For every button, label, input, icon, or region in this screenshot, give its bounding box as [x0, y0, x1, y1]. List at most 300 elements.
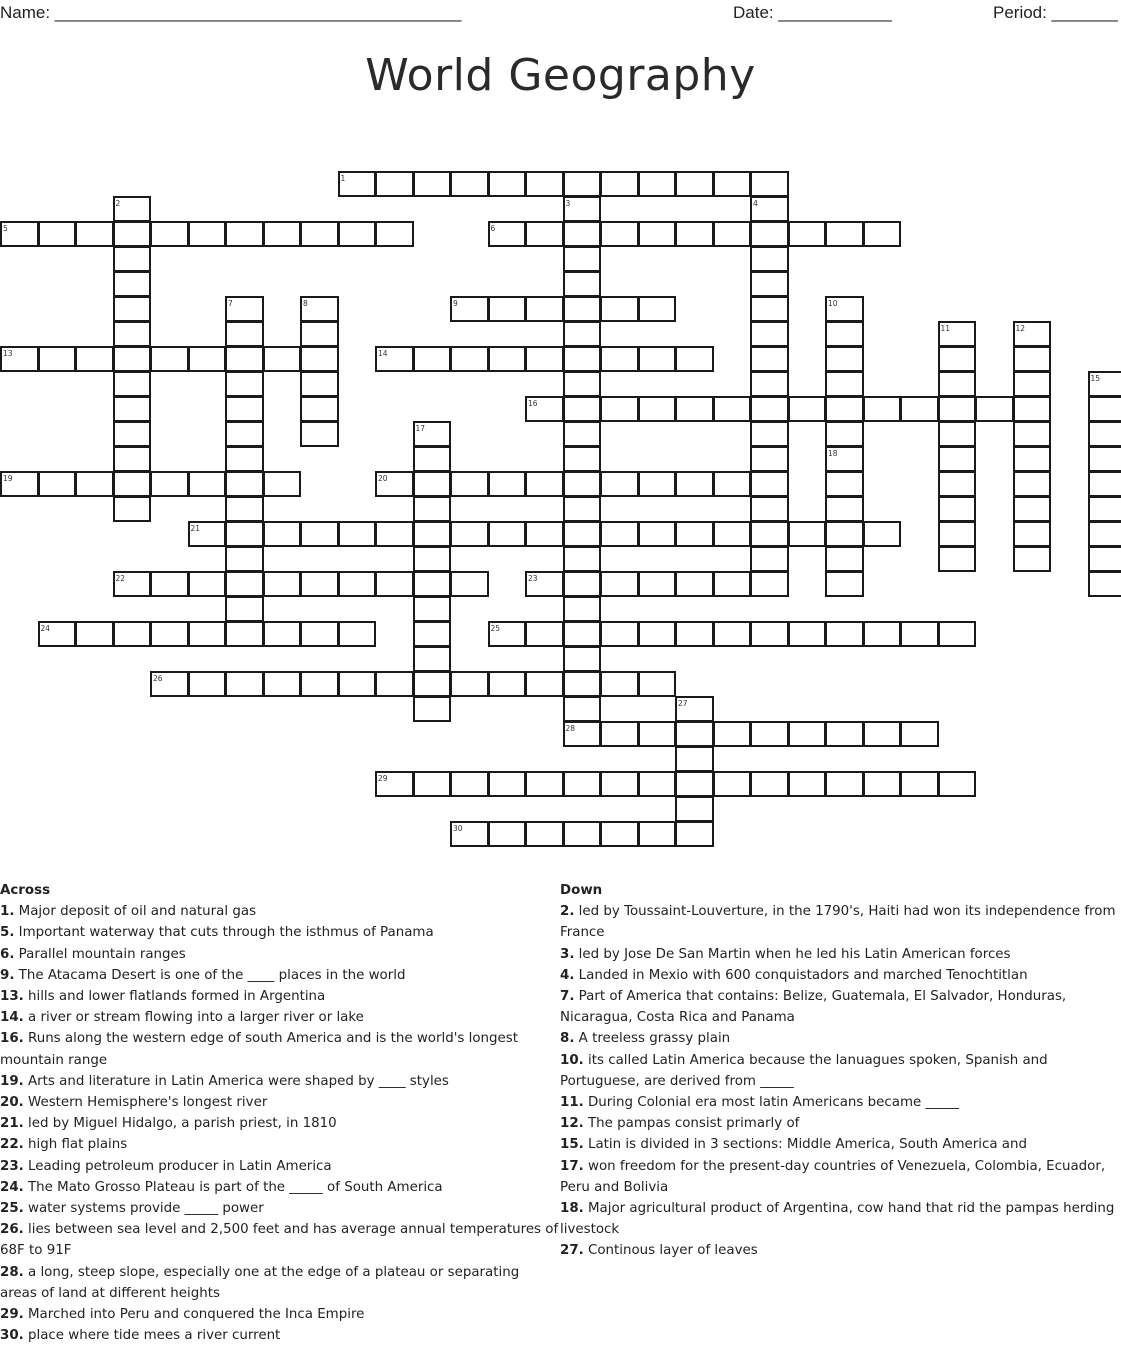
- grid-cell[interactable]: [788, 521, 827, 547]
- grid-cell[interactable]: [413, 696, 452, 722]
- grid-cell[interactable]: [225, 421, 264, 447]
- grid-cell[interactable]: [563, 521, 602, 547]
- grid-cell[interactable]: [338, 221, 377, 247]
- grid-cell[interactable]: [188, 621, 227, 647]
- grid-cell[interactable]: [563, 496, 602, 522]
- grid-cell[interactable]: [263, 621, 302, 647]
- grid-cell[interactable]: [113, 321, 152, 347]
- grid-cell[interactable]: [750, 521, 789, 547]
- grid-cell[interactable]: [263, 521, 302, 547]
- grid-cell[interactable]: [750, 471, 789, 497]
- grid-cell[interactable]: [488, 471, 527, 497]
- grid-cell[interactable]: [1013, 496, 1052, 522]
- grid-cell[interactable]: [638, 171, 677, 197]
- grid-cell[interactable]: [263, 571, 302, 597]
- grid-cell[interactable]: [638, 721, 677, 747]
- grid-cell[interactable]: [225, 296, 264, 322]
- grid-cell[interactable]: [75, 346, 114, 372]
- clue-number: 14.: [0, 1010, 24, 1026]
- grid-cell[interactable]: [188, 571, 227, 597]
- clue-number-18: 18: [828, 449, 838, 458]
- grid-cell[interactable]: [938, 421, 977, 447]
- clue-number-9: 9: [453, 299, 458, 308]
- grid-cell[interactable]: [938, 321, 977, 347]
- grid-cell[interactable]: [675, 746, 714, 772]
- grid-cell[interactable]: [525, 296, 564, 322]
- grid-cell[interactable]: [713, 521, 752, 547]
- grid-cell[interactable]: [750, 246, 789, 272]
- grid-cell[interactable]: [300, 321, 339, 347]
- grid-cell[interactable]: [188, 221, 227, 247]
- grid-cell[interactable]: [638, 221, 677, 247]
- grid-cell[interactable]: [75, 621, 114, 647]
- grid-cell[interactable]: [900, 771, 939, 797]
- clue-number: 21.: [0, 1116, 24, 1132]
- grid-cell[interactable]: [713, 721, 752, 747]
- grid-cell[interactable]: [600, 821, 639, 847]
- grid-cell[interactable]: [825, 621, 864, 647]
- grid-cell[interactable]: [263, 671, 302, 697]
- grid-cell[interactable]: [825, 446, 864, 472]
- grid-cell[interactable]: [188, 471, 227, 497]
- grid-cell[interactable]: [113, 271, 152, 297]
- grid-cell[interactable]: [413, 446, 452, 472]
- grid-cell[interactable]: [488, 671, 527, 697]
- grid-cell[interactable]: [675, 571, 714, 597]
- grid-cell[interactable]: [863, 396, 902, 422]
- grid-cell[interactable]: [188, 346, 227, 372]
- grid-cell[interactable]: [1013, 521, 1052, 547]
- grid-cell[interactable]: [1088, 571, 1121, 597]
- grid-cell[interactable]: [450, 296, 489, 322]
- grid-cell[interactable]: [1088, 521, 1121, 547]
- grid-cell[interactable]: [113, 196, 152, 222]
- grid-cell[interactable]: [750, 396, 789, 422]
- grid-cell[interactable]: [525, 821, 564, 847]
- grid-cell[interactable]: [225, 571, 264, 597]
- grid-cell[interactable]: [675, 721, 714, 747]
- grid-cell[interactable]: [375, 571, 414, 597]
- grid-cell[interactable]: [525, 521, 564, 547]
- grid-cell[interactable]: [563, 221, 602, 247]
- grid-cell[interactable]: [750, 621, 789, 647]
- grid-cell[interactable]: [563, 596, 602, 622]
- grid-cell[interactable]: [225, 546, 264, 572]
- grid-cell[interactable]: [600, 221, 639, 247]
- grid-cell[interactable]: [863, 521, 902, 547]
- grid-cell[interactable]: [300, 346, 339, 372]
- grid-cell[interactable]: [1088, 546, 1121, 572]
- grid-cell[interactable]: [638, 671, 677, 697]
- grid-cell[interactable]: [1013, 396, 1052, 422]
- grid-cell[interactable]: [750, 546, 789, 572]
- grid-cell[interactable]: [713, 396, 752, 422]
- grid-cell[interactable]: [488, 221, 527, 247]
- grid-cell[interactable]: [750, 171, 789, 197]
- grid-cell[interactable]: [1088, 396, 1121, 422]
- grid-cell[interactable]: [488, 346, 527, 372]
- grid-cell[interactable]: [825, 496, 864, 522]
- grid-cell[interactable]: [563, 321, 602, 347]
- grid-cell[interactable]: [450, 471, 489, 497]
- grid-cell[interactable]: [600, 721, 639, 747]
- grid-cell[interactable]: [263, 221, 302, 247]
- grid-cell[interactable]: [563, 771, 602, 797]
- grid-cell[interactable]: [75, 221, 114, 247]
- grid-cell[interactable]: [413, 546, 452, 572]
- grid-cell[interactable]: [563, 546, 602, 572]
- grid-cell[interactable]: [563, 446, 602, 472]
- grid-cell[interactable]: [938, 621, 977, 647]
- grid-cell[interactable]: [938, 496, 977, 522]
- grid-cell[interactable]: [600, 521, 639, 547]
- grid-cell[interactable]: [0, 346, 39, 372]
- grid-cell[interactable]: [750, 571, 789, 597]
- grid-cell[interactable]: [563, 571, 602, 597]
- grid-cell[interactable]: [113, 296, 152, 322]
- grid-cell[interactable]: [638, 821, 677, 847]
- grid-cell[interactable]: [938, 471, 977, 497]
- grid-cell[interactable]: [750, 421, 789, 447]
- grid-cell[interactable]: [450, 571, 489, 597]
- grid-cell[interactable]: [1013, 546, 1052, 572]
- grid-cell[interactable]: [450, 671, 489, 697]
- grid-cell[interactable]: [938, 521, 977, 547]
- grid-cell[interactable]: [263, 346, 302, 372]
- grid-cell[interactable]: [563, 646, 602, 672]
- grid-cell[interactable]: [1013, 321, 1052, 347]
- grid-cell[interactable]: [788, 221, 827, 247]
- grid-cell[interactable]: [488, 296, 527, 322]
- clue-text: Part of America that contains: Belize, Guatemala, El Salvador, Honduras, Nicaragua, Costa Rica and Panama: [560, 989, 1067, 1026]
- grid-cell[interactable]: [1013, 371, 1052, 397]
- grid-cell[interactable]: [750, 321, 789, 347]
- grid-cell[interactable]: [113, 396, 152, 422]
- grid-cell[interactable]: [225, 346, 264, 372]
- grid-cell[interactable]: [113, 246, 152, 272]
- grid-cell[interactable]: [225, 371, 264, 397]
- grid-cell[interactable]: [413, 346, 452, 372]
- grid-cell[interactable]: [225, 396, 264, 422]
- grid-cell[interactable]: [825, 721, 864, 747]
- grid-cell[interactable]: [825, 471, 864, 497]
- grid-cell[interactable]: [488, 521, 527, 547]
- grid-cell[interactable]: [375, 221, 414, 247]
- grid-cell[interactable]: [788, 721, 827, 747]
- grid-cell[interactable]: [600, 471, 639, 497]
- grid-cell[interactable]: [638, 571, 677, 597]
- grid-cell[interactable]: [225, 521, 264, 547]
- grid-cell[interactable]: [263, 471, 302, 497]
- across-clue: [0, 901, 560, 922]
- grid-cell[interactable]: [713, 621, 752, 647]
- grid-cell[interactable]: [938, 546, 977, 572]
- grid-cell[interactable]: [825, 771, 864, 797]
- grid-cell[interactable]: [525, 396, 564, 422]
- grid-cell[interactable]: [563, 621, 602, 647]
- grid-cell[interactable]: [525, 221, 564, 247]
- grid-cell[interactable]: [563, 346, 602, 372]
- grid-cell[interactable]: [675, 696, 714, 722]
- grid-cell[interactable]: [600, 771, 639, 797]
- grid-cell[interactable]: [300, 621, 339, 647]
- grid-cell[interactable]: [413, 596, 452, 622]
- grid-cell[interactable]: [750, 296, 789, 322]
- grid-cell[interactable]: [413, 646, 452, 672]
- grid-cell[interactable]: [225, 221, 264, 247]
- grid-cell[interactable]: [488, 821, 527, 847]
- grid-cell[interactable]: [563, 421, 602, 447]
- grid-cell[interactable]: [863, 721, 902, 747]
- grid-cell[interactable]: [713, 471, 752, 497]
- grid-cell[interactable]: [750, 271, 789, 297]
- grid-cell[interactable]: [563, 196, 602, 222]
- grid-cell[interactable]: [900, 621, 939, 647]
- grid-cell[interactable]: [863, 771, 902, 797]
- grid-cell[interactable]: [38, 346, 77, 372]
- grid-cell[interactable]: [750, 346, 789, 372]
- grid-cell[interactable]: [600, 296, 639, 322]
- grid-cell[interactable]: [300, 421, 339, 447]
- grid-cell[interactable]: [375, 471, 414, 497]
- grid-cell[interactable]: [863, 221, 902, 247]
- grid-cell[interactable]: [1088, 496, 1121, 522]
- grid-cell[interactable]: [113, 421, 152, 447]
- grid-cell[interactable]: [563, 721, 602, 747]
- grid-cell[interactable]: [638, 521, 677, 547]
- grid-cell[interactable]: [113, 621, 152, 647]
- grid-cell[interactable]: [600, 621, 639, 647]
- grid-cell[interactable]: [300, 571, 339, 597]
- grid-cell[interactable]: [675, 821, 714, 847]
- grid-cell[interactable]: [750, 196, 789, 222]
- grid-cell[interactable]: [825, 571, 864, 597]
- grid-cell[interactable]: [225, 471, 264, 497]
- grid-cell[interactable]: [413, 471, 452, 497]
- grid-cell[interactable]: [713, 571, 752, 597]
- grid-cell[interactable]: [788, 771, 827, 797]
- grid-cell[interactable]: [375, 171, 414, 197]
- grid-cell[interactable]: [375, 346, 414, 372]
- grid-cell[interactable]: [750, 221, 789, 247]
- grid-cell[interactable]: [450, 171, 489, 197]
- grid-cell[interactable]: [525, 571, 564, 597]
- grid-cell[interactable]: [750, 446, 789, 472]
- grid-cell[interactable]: [113, 471, 152, 497]
- grid-cell[interactable]: [675, 771, 714, 797]
- grid-cell[interactable]: [38, 471, 77, 497]
- grid-cell[interactable]: [113, 346, 152, 372]
- grid-cell[interactable]: [150, 471, 189, 497]
- grid-cell[interactable]: [675, 521, 714, 547]
- grid-cell[interactable]: [675, 221, 714, 247]
- grid-cell[interactable]: [750, 371, 789, 397]
- grid-cell[interactable]: [563, 696, 602, 722]
- grid-cell[interactable]: [713, 221, 752, 247]
- grid-cell[interactable]: [225, 596, 264, 622]
- grid-cell[interactable]: [638, 346, 677, 372]
- grid-cell[interactable]: [450, 771, 489, 797]
- grid-cell[interactable]: [300, 396, 339, 422]
- grid-cell[interactable]: [188, 521, 227, 547]
- grid-cell[interactable]: [563, 396, 602, 422]
- grid-cell[interactable]: [750, 771, 789, 797]
- grid-cell[interactable]: [825, 321, 864, 347]
- grid-cell[interactable]: [525, 346, 564, 372]
- clue-number: 29.: [0, 1307, 24, 1323]
- grid-cell[interactable]: [563, 671, 602, 697]
- grid-cell[interactable]: [563, 246, 602, 272]
- grid-cell[interactable]: [788, 621, 827, 647]
- grid-cell[interactable]: [938, 346, 977, 372]
- grid-cell[interactable]: [675, 796, 714, 822]
- grid-cell[interactable]: [225, 496, 264, 522]
- grid-cell[interactable]: [150, 621, 189, 647]
- grid-cell[interactable]: [825, 396, 864, 422]
- grid-cell[interactable]: [375, 671, 414, 697]
- grid-cell[interactable]: [525, 171, 564, 197]
- grid-cell[interactable]: [638, 621, 677, 647]
- grid-cell[interactable]: [825, 546, 864, 572]
- grid-cell[interactable]: [825, 521, 864, 547]
- grid-cell[interactable]: [750, 721, 789, 747]
- grid-cell[interactable]: [600, 571, 639, 597]
- grid-cell[interactable]: [338, 171, 377, 197]
- grid-cell[interactable]: [563, 371, 602, 397]
- grid-cell[interactable]: [338, 521, 377, 547]
- grid-cell[interactable]: [600, 396, 639, 422]
- grid-cell[interactable]: [900, 721, 939, 747]
- grid-cell[interactable]: [225, 621, 264, 647]
- grid-cell[interactable]: [563, 471, 602, 497]
- grid-cell[interactable]: [150, 221, 189, 247]
- grid-cell[interactable]: [450, 821, 489, 847]
- grid-cell[interactable]: [338, 621, 377, 647]
- grid-cell[interactable]: [1013, 346, 1052, 372]
- grid-cell[interactable]: [450, 521, 489, 547]
- grid-cell[interactable]: [600, 671, 639, 697]
- grid-cell[interactable]: [225, 321, 264, 347]
- grid-cell[interactable]: [150, 671, 189, 697]
- across-heading: Across: [0, 883, 51, 898]
- grid-cell[interactable]: [525, 471, 564, 497]
- grid-cell[interactable]: [600, 171, 639, 197]
- grid-cell[interactable]: [938, 446, 977, 472]
- grid-cell[interactable]: [863, 621, 902, 647]
- grid-cell[interactable]: [713, 771, 752, 797]
- grid-cell[interactable]: [1088, 471, 1121, 497]
- grid-cell[interactable]: [675, 346, 714, 372]
- grid-cell[interactable]: [375, 771, 414, 797]
- grid-cell[interactable]: [1088, 371, 1121, 397]
- grid-cell[interactable]: [563, 296, 602, 322]
- grid-cell[interactable]: [413, 671, 452, 697]
- grid-cell[interactable]: [1013, 471, 1052, 497]
- grid-cell[interactable]: [300, 221, 339, 247]
- grid-cell[interactable]: [338, 671, 377, 697]
- grid-cell[interactable]: [825, 421, 864, 447]
- grid-cell[interactable]: [975, 396, 1014, 422]
- grid-cell[interactable]: [1013, 421, 1052, 447]
- grid-cell[interactable]: [488, 771, 527, 797]
- grid-cell[interactable]: [413, 771, 452, 797]
- grid-cell[interactable]: [525, 671, 564, 697]
- grid-cell[interactable]: [825, 346, 864, 372]
- grid-cell[interactable]: [675, 621, 714, 647]
- grid-cell[interactable]: [1088, 421, 1121, 447]
- grid-cell[interactable]: [375, 521, 414, 547]
- grid-cell[interactable]: [413, 496, 452, 522]
- grid-cell[interactable]: [188, 671, 227, 697]
- grid-cell[interactable]: [38, 221, 77, 247]
- grid-cell[interactable]: [638, 471, 677, 497]
- grid-cell[interactable]: [788, 396, 827, 422]
- grid-cell[interactable]: [563, 821, 602, 847]
- grid-cell[interactable]: [413, 571, 452, 597]
- grid-cell[interactable]: [338, 571, 377, 597]
- grid-cell[interactable]: [525, 621, 564, 647]
- grid-cell[interactable]: [0, 221, 39, 247]
- grid-cell[interactable]: [450, 346, 489, 372]
- grid-cell[interactable]: [1088, 446, 1121, 472]
- grid-cell[interactable]: [150, 346, 189, 372]
- grid-cell[interactable]: [938, 771, 977, 797]
- grid-cell[interactable]: [750, 496, 789, 522]
- grid-cell[interactable]: [413, 421, 452, 447]
- grid-cell[interactable]: [713, 171, 752, 197]
- grid-cell[interactable]: [675, 396, 714, 422]
- grid-cell[interactable]: [938, 396, 977, 422]
- grid-cell[interactable]: [113, 221, 152, 247]
- grid-cell[interactable]: [638, 396, 677, 422]
- grid-cell[interactable]: [413, 171, 452, 197]
- grid-cell[interactable]: [300, 296, 339, 322]
- grid-cell[interactable]: [113, 371, 152, 397]
- grid-cell[interactable]: [150, 571, 189, 597]
- clue-text: Leading petroleum producer in Latin America: [28, 1158, 332, 1174]
- grid-cell[interactable]: [675, 171, 714, 197]
- grid-cell[interactable]: [300, 521, 339, 547]
- grid-cell[interactable]: [300, 671, 339, 697]
- grid-cell[interactable]: [413, 621, 452, 647]
- grid-cell[interactable]: [825, 221, 864, 247]
- grid-cell[interactable]: [825, 371, 864, 397]
- grid-cell[interactable]: [113, 496, 152, 522]
- grid-cell[interactable]: [0, 471, 39, 497]
- grid-cell[interactable]: [488, 171, 527, 197]
- grid-cell[interactable]: [525, 771, 564, 797]
- grid-cell[interactable]: [225, 671, 264, 697]
- grid-cell[interactable]: [113, 446, 152, 472]
- grid-cell[interactable]: [938, 371, 977, 397]
- grid-cell[interactable]: [1013, 446, 1052, 472]
- grid-cell[interactable]: [600, 346, 639, 372]
- grid-cell[interactable]: [638, 296, 677, 322]
- grid-cell[interactable]: [413, 521, 452, 547]
- grid-cell[interactable]: [75, 471, 114, 497]
- grid-cell[interactable]: [675, 471, 714, 497]
- grid-cell[interactable]: [488, 621, 527, 647]
- grid-cell[interactable]: [563, 171, 602, 197]
- grid-cell[interactable]: [900, 396, 939, 422]
- grid-cell[interactable]: [300, 371, 339, 397]
- grid-cell[interactable]: [825, 296, 864, 322]
- grid-cell[interactable]: [113, 571, 152, 597]
- grid-cell[interactable]: [225, 446, 264, 472]
- grid-cell[interactable]: [563, 271, 602, 297]
- grid-cell[interactable]: [38, 621, 77, 647]
- grid-cell[interactable]: [638, 771, 677, 797]
